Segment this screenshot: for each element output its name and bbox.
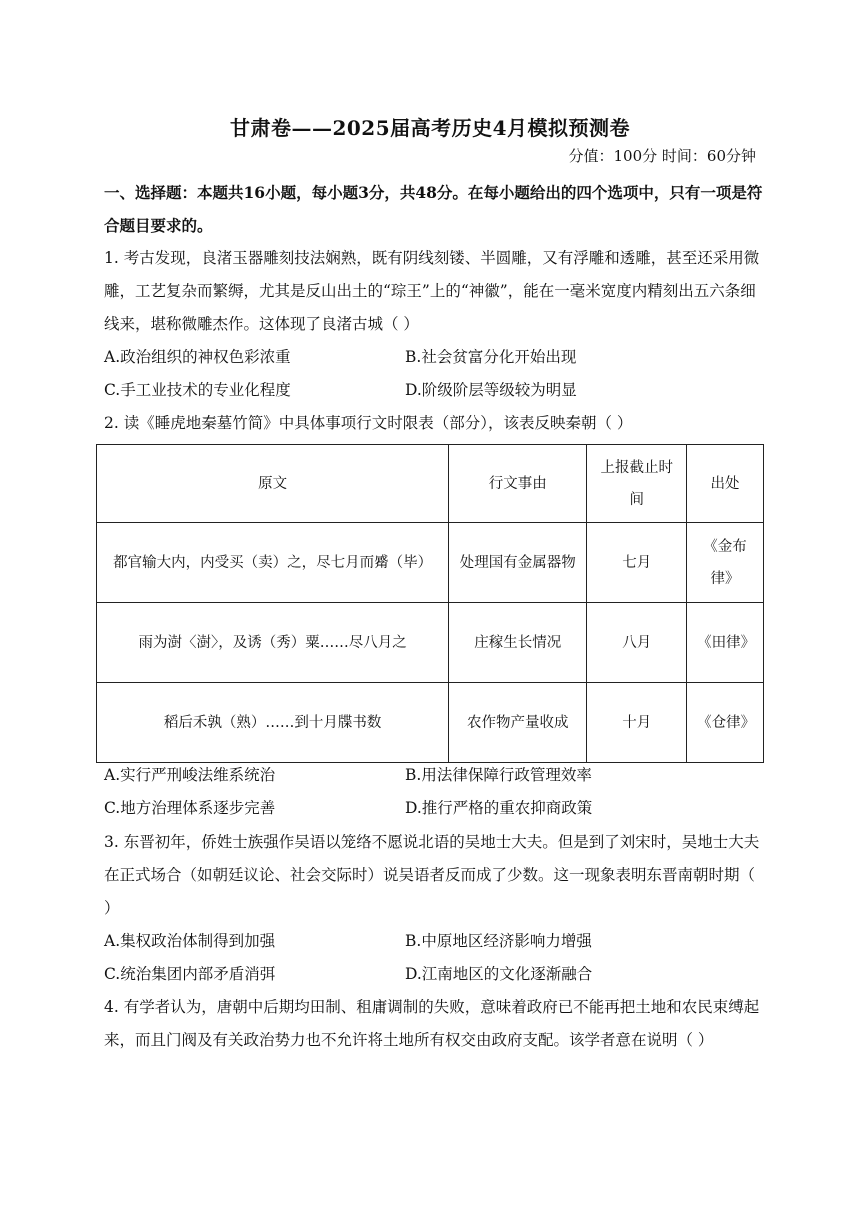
table-row — [97, 523, 764, 603]
table-cell: 《田律》 — [687, 603, 764, 683]
score-time-info: 分值：100分 时间：60分钟 — [568, 147, 756, 165]
question-2-table — [96, 444, 764, 763]
table-header-cell: 上报截止时间 — [587, 445, 687, 523]
section-heading: 一、选择题：本题共16小题，每小题3分，共48分。在每小题给出的四个选项中，只有一项是符合题目要求的。 — [104, 183, 763, 235]
table-cell: 庄稼生长情况 — [449, 603, 587, 683]
table-cell: 都官输大内，内受买（卖）之，尽七月而觱（毕） — [97, 523, 449, 603]
table-row — [97, 683, 764, 763]
exam-title: 甘肃卷——2025届高考历史4月模拟预测卷 — [229, 116, 631, 140]
question-2-option-b: B.用法律保障行政管理效率 — [405, 766, 592, 784]
table-cell: 雨为澍〈澍〉，及诱（秀）粟……尽八月之 — [97, 603, 449, 683]
table-row — [97, 603, 764, 683]
question-1-stem: 1. 考古发现，良渚玉器雕刻技法娴熟，既有阴线刻镂、半圆雕，又有浮雕和透雕，甚至还采用微雕，工艺复杂而繁缛，尤其是反山出土的“琮王”上的“神徽”，能在一毫米宽度内精刻出五六条细线来，堪称微雕杰作。这体现了良渚古城（ ） — [104, 249, 760, 333]
question-2-stem: 2. 读《睡虎地秦墓竹简》中具体事项行文时限表（部分），该表反映秦朝（ ） — [104, 414, 633, 432]
question-3-option-d: D.江南地区的文化逐渐融合 — [405, 965, 593, 983]
table-header-cell: 出处 — [687, 445, 764, 523]
question-3-option-c: C.统治集团内部矛盾消弭 — [104, 965, 276, 983]
question-4-stem: 4. 有学者认为，唐朝中后期均田制、租庸调制的失败，意味着政府已不能再把土地和农民束缚起来，而且门阀及有关政治势力也不允许将土地所有权交由政府支配。该学者意在说明（ ） — [104, 998, 760, 1049]
table-header-cell: 行文事由 — [449, 445, 587, 523]
table-cell: 农作物产量收成 — [449, 683, 587, 763]
table-cell: 七月 — [587, 523, 687, 603]
table-header-cell: 原文 — [97, 445, 449, 523]
question-3-option-a: A.集权政治体制得到加强 — [104, 932, 276, 950]
question-3-stem: 3. 东晋初年，侨姓士族强作吴语以笼络不愿说北语的吴地士大夫。但是到了刘宋时，吴地士大夫在正式场合（如朝廷议论、社会交际时）说吴语者反而成了少数。这一现象表明东晋南朝时期（ ） — [104, 833, 760, 917]
table-cell: 《仓律》 — [687, 683, 764, 763]
question-1-option-d: D.阶级阶层等级较为明显 — [405, 381, 577, 399]
question-1-option-b: B.社会贫富分化开始出现 — [405, 348, 577, 366]
table-cell: 处理国有金属器物 — [449, 523, 587, 603]
table-cell: 稻后禾孰（熟）……到十月牒书数 — [97, 683, 449, 763]
table-cell: 八月 — [587, 603, 687, 683]
question-2-option-a: A.实行严刑峻法维系统治 — [104, 766, 276, 784]
question-2-option-c: C.地方治理体系逐步完善 — [104, 799, 276, 817]
question-1-option-a: A.政治组织的神权色彩浓重 — [104, 348, 291, 366]
table-cell: 《金布律》 — [687, 523, 764, 603]
table-header-row — [97, 445, 764, 523]
question-1-option-c: C.手工业技术的专业化程度 — [104, 381, 291, 399]
question-3-option-b: B.中原地区经济影响力增强 — [405, 932, 592, 950]
table-cell: 十月 — [587, 683, 687, 763]
question-2-option-d: D.推行严格的重农抑商政策 — [405, 799, 593, 817]
